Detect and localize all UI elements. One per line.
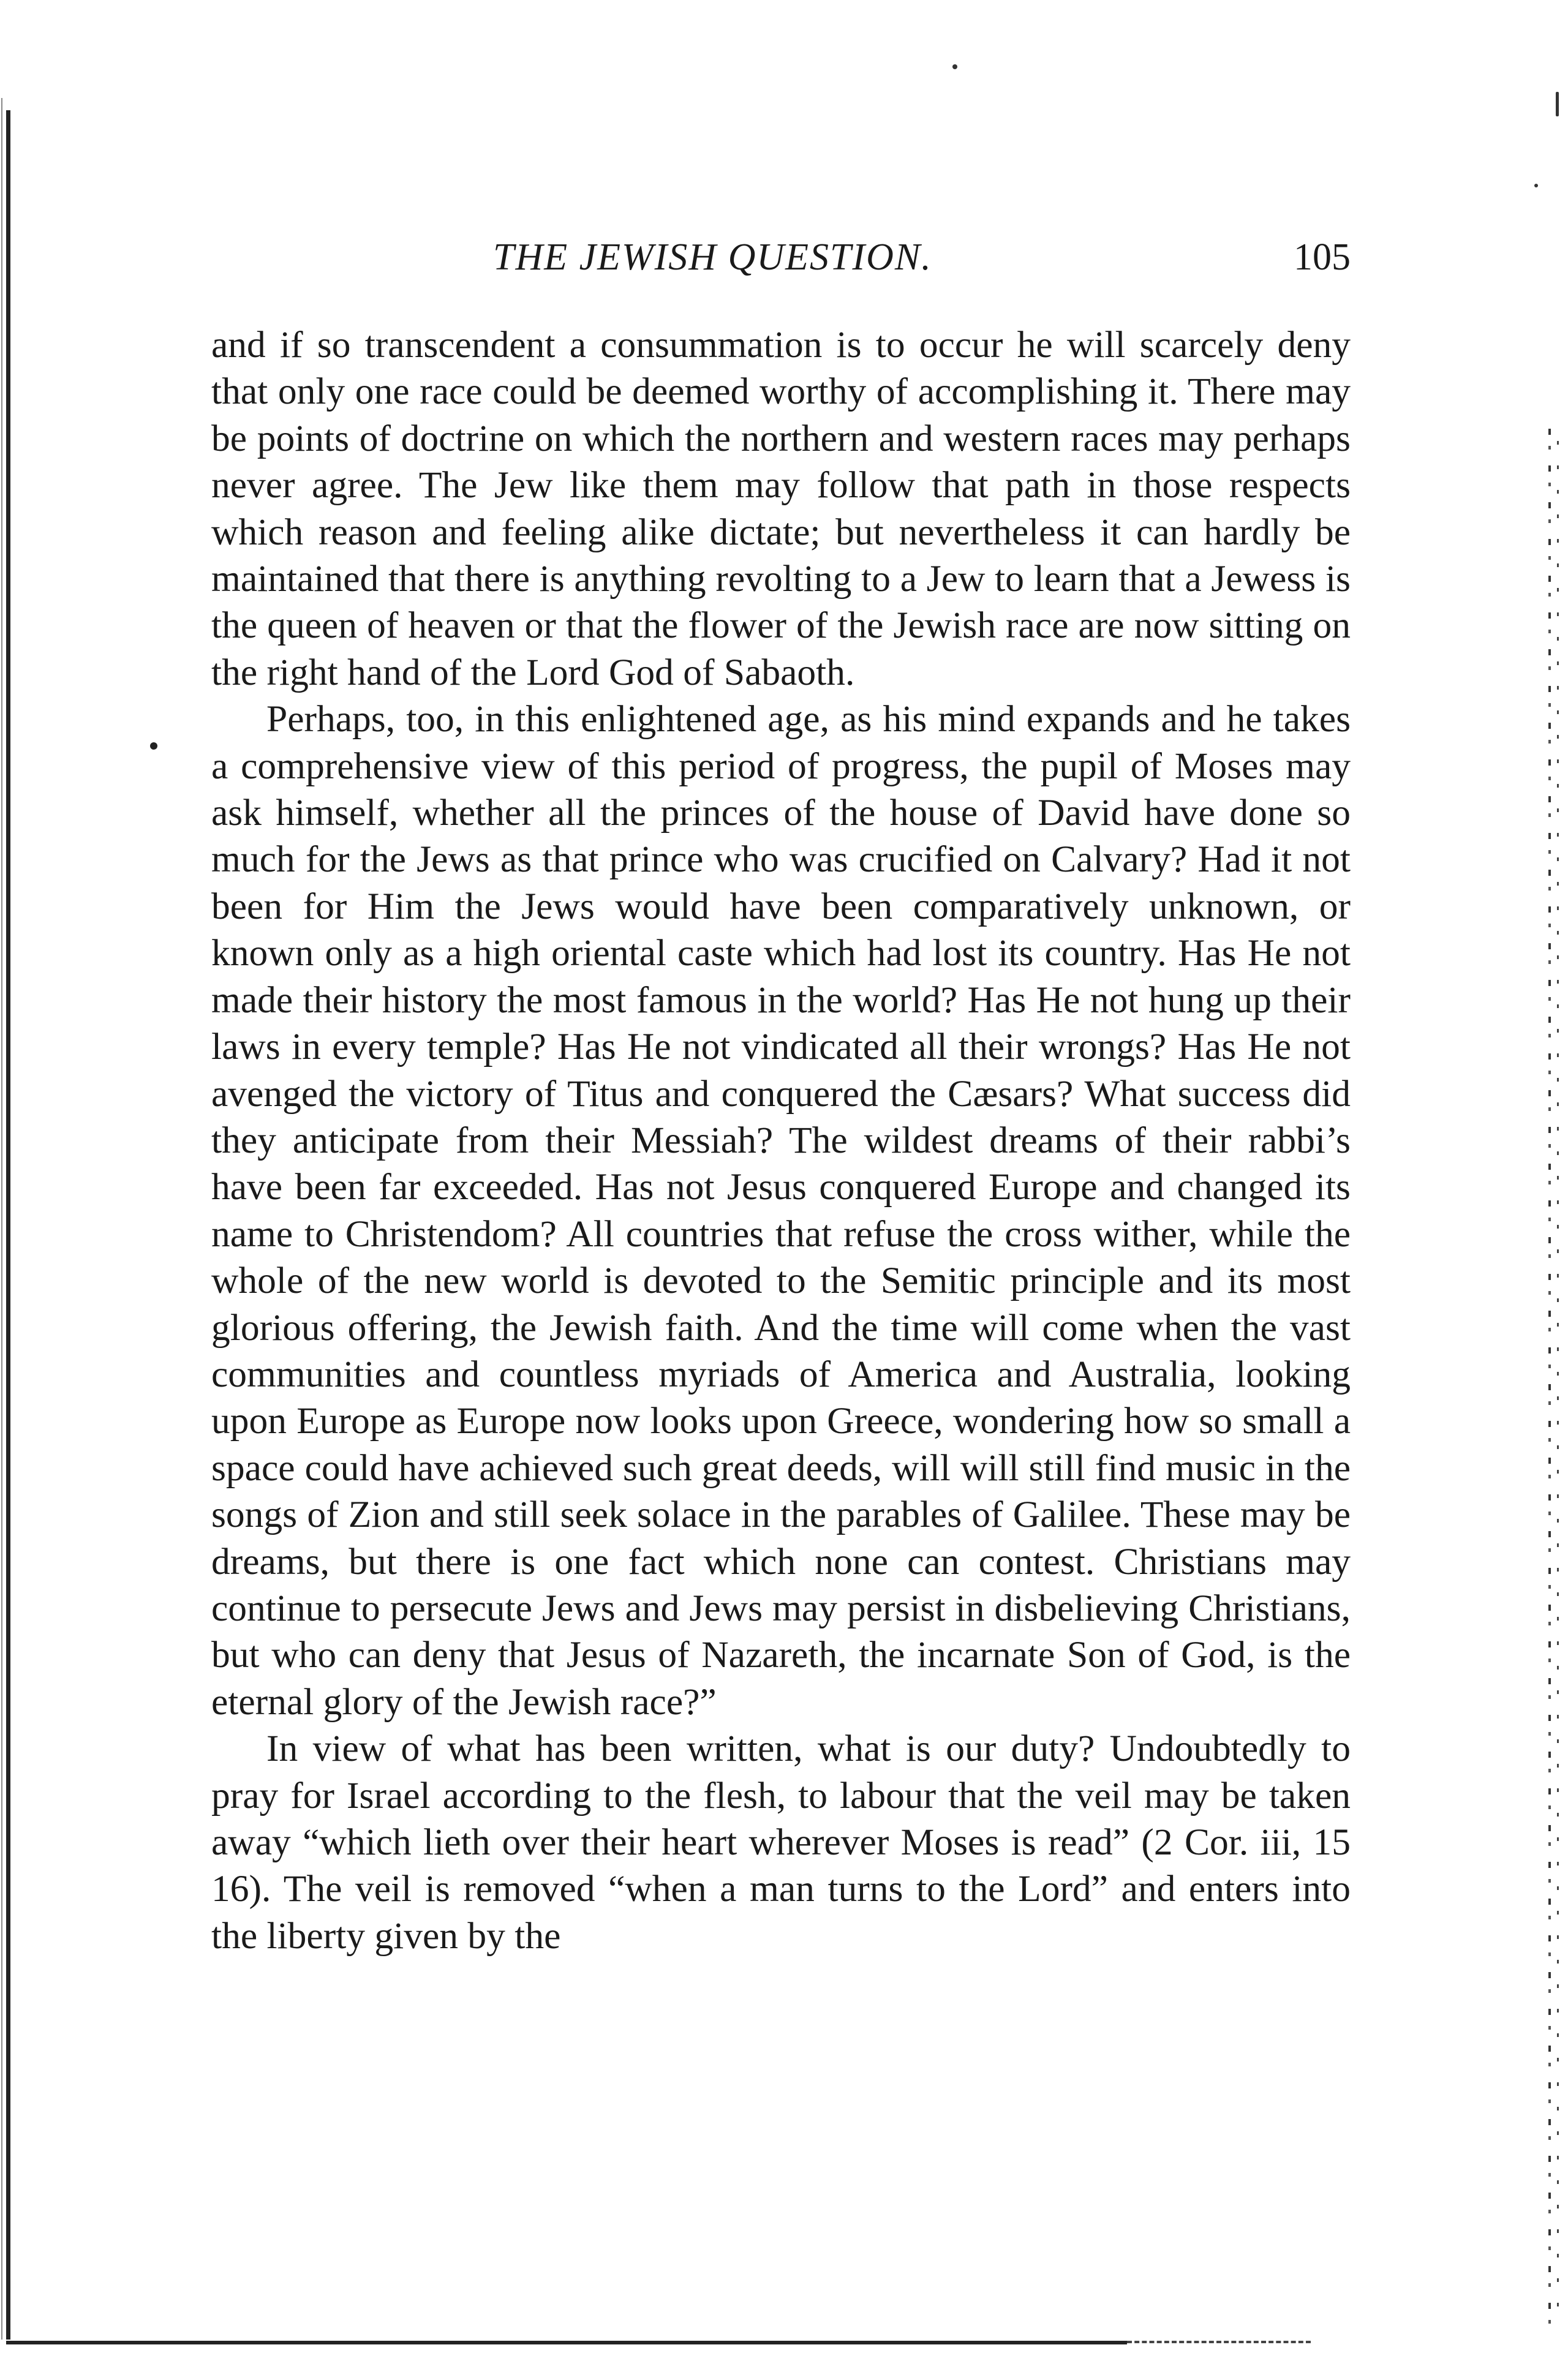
ink-speck [1556,92,1559,116]
margin-dot-mark [150,742,157,750]
binding-edge [6,110,10,2340]
paragraph: In view of what has been written, what is our duty? Undoubtedly to pray for Israel according to the flesh, to labour that the veil may be taken away “which lieth over their heart wherever Moses is read” (2 Cor. iii, 15 16). The veil is removed “when a man turns to the Lord” and enters into the liberty given by the [211,1728,1351,1957]
paragraph: and if so transcendent a consummation is to occur he will scarcely deny that only one race could be deemed worthy of accomplishing it. There may be points of doctrine on which the northern and western races may perhaps never agree. The Jew like them may follow that path in those respects which reason and feeling alike dictate; but nevertheless it can hardly be maintained that there is anything revolting to a Jew to learn that a Jewess is the queen of heaven or that the flower of the Jewish race are now sitting on the right hand of the Lord God of Sabaoth. [211,324,1351,693]
running-title: THE JEWISH QUESTION. [493,236,932,278]
body-text [211,322,1351,1959]
page-number: 105 [1294,236,1351,278]
right-page-edge-speckles-2 [1557,441,1559,2315]
paragraph: Perhaps, too, in this enlightened age, as his mind expands and he takes a comprehensive view of this period of progress, the pupil of Moses may ask himself, whether all the princes of the house of David have done so much for the Jews as that prince who was crucified on Calvary? Had it not been for Him the Jews would have been comparatively unknown, or known only as a high oriental caste which had lost its country. Has He not made their history the most famous in the world? Has He not hung up their laws in every temple? Has He not vindicated all their wrongs? Has He not avenged the victory of Titus and conquered the Cæsars? What success did they anticipate from their Messiah? The wildest dreams of their rabbi’s have been far exceeded. Has not Jesus conquered Europe and changed its name to Christendom? All countries that refuse the cross wither, while the whole of the new world is devoted to the Semitic principle and its most glorious offering, the Jewish faith. And the time will come when the vast communities and countless myriads of America and Australia, looking upon Europe as Europe now looks upon Greece, wondering how so small a space could have achieved such great deeds, will will still find music in the songs of Zion and still seek solace in the parables of Galilee. These may be dreams, but there is one fact which none can contest. Christians may continue to persecute Jews and Jews may persist in disbelieving Christians, but who can deny that Jesus of Nazareth, the incarnate Son of God, is the eternal glory of the Jewish race?” [211,698,1351,1723]
bottom-page-edge [6,2341,1127,2344]
ink-speck [952,64,957,69]
ink-speck [1534,184,1538,187]
right-page-edge-speckles [1548,429,1551,2327]
running-header [211,236,1351,291]
bottom-page-edge-dashes [1127,2341,1311,2343]
binding-edge-thin [1,98,2,2340]
